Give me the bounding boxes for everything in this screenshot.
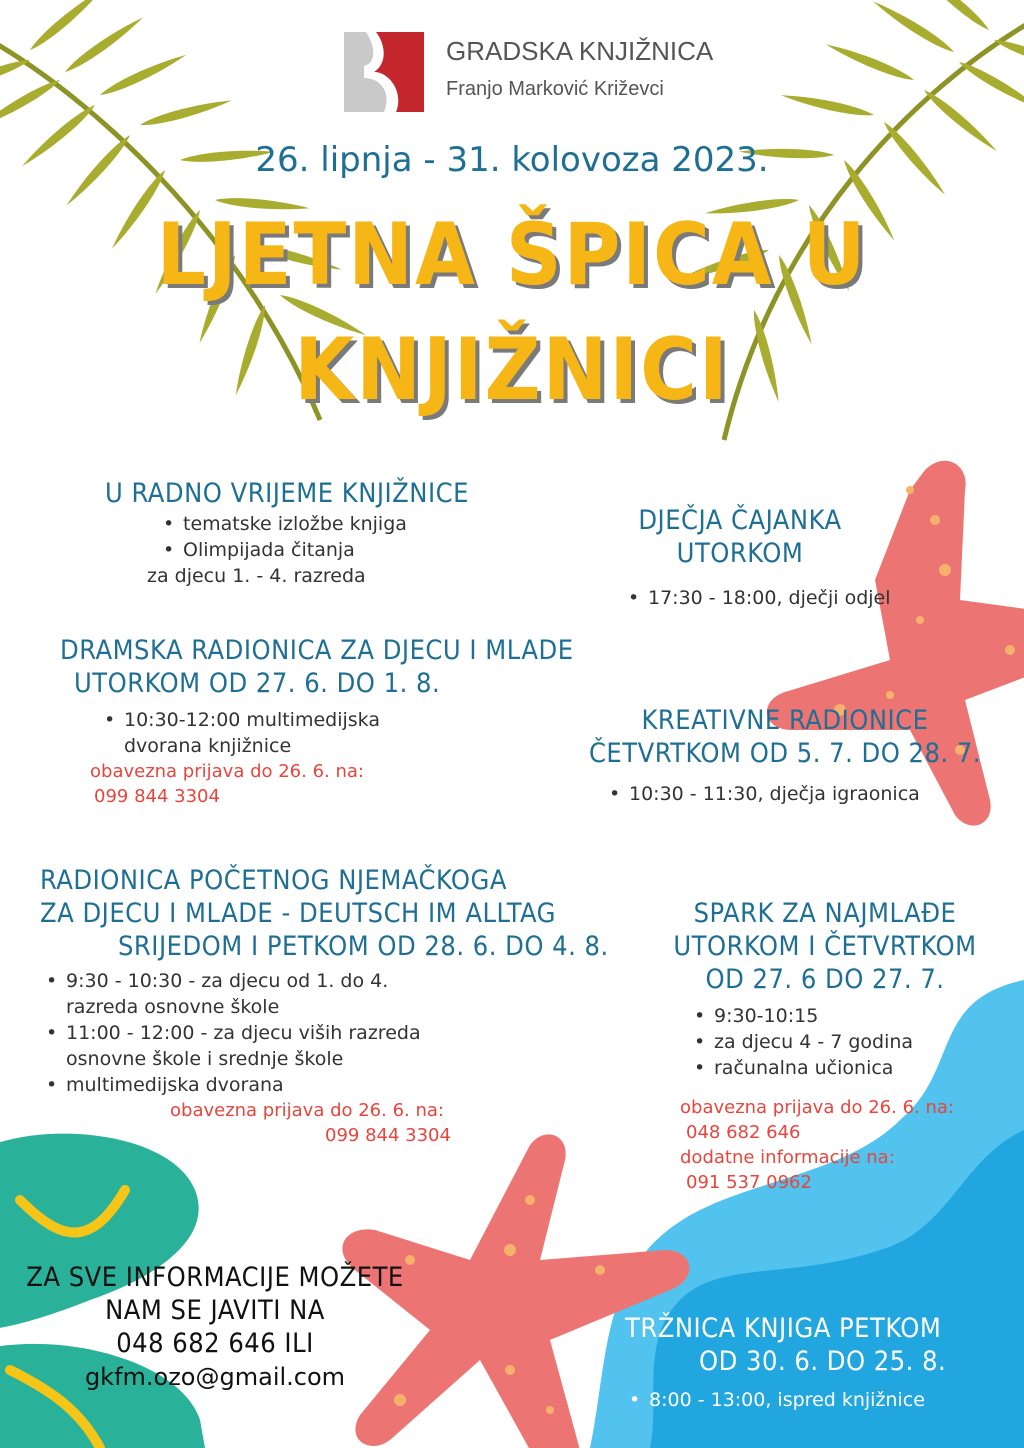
section-note: za djecu 1. - 4. razreda <box>147 564 366 587</box>
contact-line: NAM SE JAVITI NA <box>105 1294 325 1326</box>
section-heading: DJEČJA ČAJANKA <box>638 505 842 536</box>
section-heading: ČETVRTKOM OD 5. 7. DO 28. 7. <box>588 737 982 769</box>
section-heading: RADIONICA POČETNOG NJEMAČKOGA <box>40 865 507 896</box>
registration-phone: 099 844 3304 <box>94 785 220 807</box>
section-trznica <box>615 1313 1015 1413</box>
info-note: dodatne informacije na: <box>680 1146 895 1168</box>
list-item-text: 11:00 - 12:00 - za djecu viših razreda <box>66 1021 421 1044</box>
list-item-text: 10:30-12:00 multimedijska <box>124 708 380 731</box>
section-cajanka <box>600 505 960 611</box>
registration-phone: 099 844 3304 <box>325 1124 451 1146</box>
section-njemacki <box>40 865 630 1148</box>
section-heading: UTORKOM OD 27. 6. DO 1. 8. <box>74 667 441 699</box>
section-heading: SPARK ZA NAJMLAĐE <box>693 898 957 929</box>
list-item-text: razreda osnovne škole <box>66 995 280 1018</box>
event-dates: 26. lipnja - 31. kolovoza 2023. <box>255 140 769 180</box>
section-heading: OD 30. 6. DO 25. 8. <box>699 1345 947 1377</box>
section-radno-vrijeme <box>105 478 525 589</box>
list-item-text: osnovne škole i srednje škole <box>66 1047 344 1070</box>
list-item: • multimedijska dvorana <box>40 1072 630 1098</box>
list-item-text: 9:30 - 10:30 - za djecu od 1. do 4. <box>66 969 389 992</box>
list-item <box>98 707 600 759</box>
section-heading: TRŽNICA KNJIGA PETKOM <box>625 1313 942 1344</box>
section-heading: SRIJEDOM I PETKOM OD 28. 6. DO 4. 8. <box>118 930 609 962</box>
list-item: • 10:30 - 11:30, dječja igraonica <box>603 781 1005 807</box>
contact-line: 048 682 646 ILI <box>116 1327 314 1359</box>
section-heading: UTORKOM <box>676 537 804 569</box>
section-spark <box>660 898 1000 1195</box>
list-item-text: dvorana knjižnice <box>124 734 292 757</box>
section-contact <box>10 1262 420 1391</box>
logo-line2: Franjo Marković Križevci <box>446 78 664 100</box>
logo-line1: GRADSKA KNJIŽNICA <box>446 36 714 66</box>
section-heading: KREATIVNE RADIONICE <box>641 705 929 736</box>
list-item: • 8:00 - 13:00, ispred knjižnice <box>623 1387 1015 1413</box>
list-item: • računalna učionica <box>688 1055 1000 1081</box>
library-logo <box>344 32 714 112</box>
section-heading: U RADNO VRIJEME KNJIŽNICE <box>105 478 469 509</box>
list-item: • 9:30-10:15 <box>688 1003 1000 1029</box>
registration-phone: 048 682 646 <box>686 1121 801 1143</box>
main-title-line1: LJETNA ŠPICA U <box>156 205 868 305</box>
list-item <box>40 968 630 1020</box>
list-item: • 17:30 - 18:00, dječji odjel <box>622 585 960 611</box>
list-item: • Olimpijada čitanja <box>157 537 525 563</box>
section-kreativne <box>585 705 1005 807</box>
section-dramska <box>60 635 600 809</box>
registration-note: obavezna prijava do 26. 6. na: <box>90 760 364 782</box>
contact-email: gkfm.ozo@gmail.com <box>84 1362 346 1391</box>
library-logo-icon <box>344 32 424 112</box>
list-item: • za djecu 4 - 7 godina <box>688 1029 1000 1055</box>
list-item <box>40 1020 630 1072</box>
list-item: • tematske izložbe knjiga <box>157 511 525 537</box>
section-heading: ZA DJECU I MLADE - DEUTSCH IM ALLTAG <box>40 897 556 929</box>
registration-note: obavezna prijava do 26. 6. na: <box>680 1096 954 1118</box>
info-phone: 091 537 0962 <box>686 1171 812 1193</box>
main-title-line2: KNJIŽNICI <box>294 320 730 420</box>
section-heading: OD 27. 6 DO 27. 7. <box>705 963 945 995</box>
section-heading: UTORKOM I ČETVRTKOM <box>673 930 977 962</box>
registration-note: obavezna prijava do 26. 6. na: <box>170 1099 444 1121</box>
section-heading: DRAMSKA RADIONICA ZA DJECU I MLADE <box>60 635 574 666</box>
contact-line: ZA SVE INFORMACIJE MOŽETE <box>26 1262 404 1293</box>
